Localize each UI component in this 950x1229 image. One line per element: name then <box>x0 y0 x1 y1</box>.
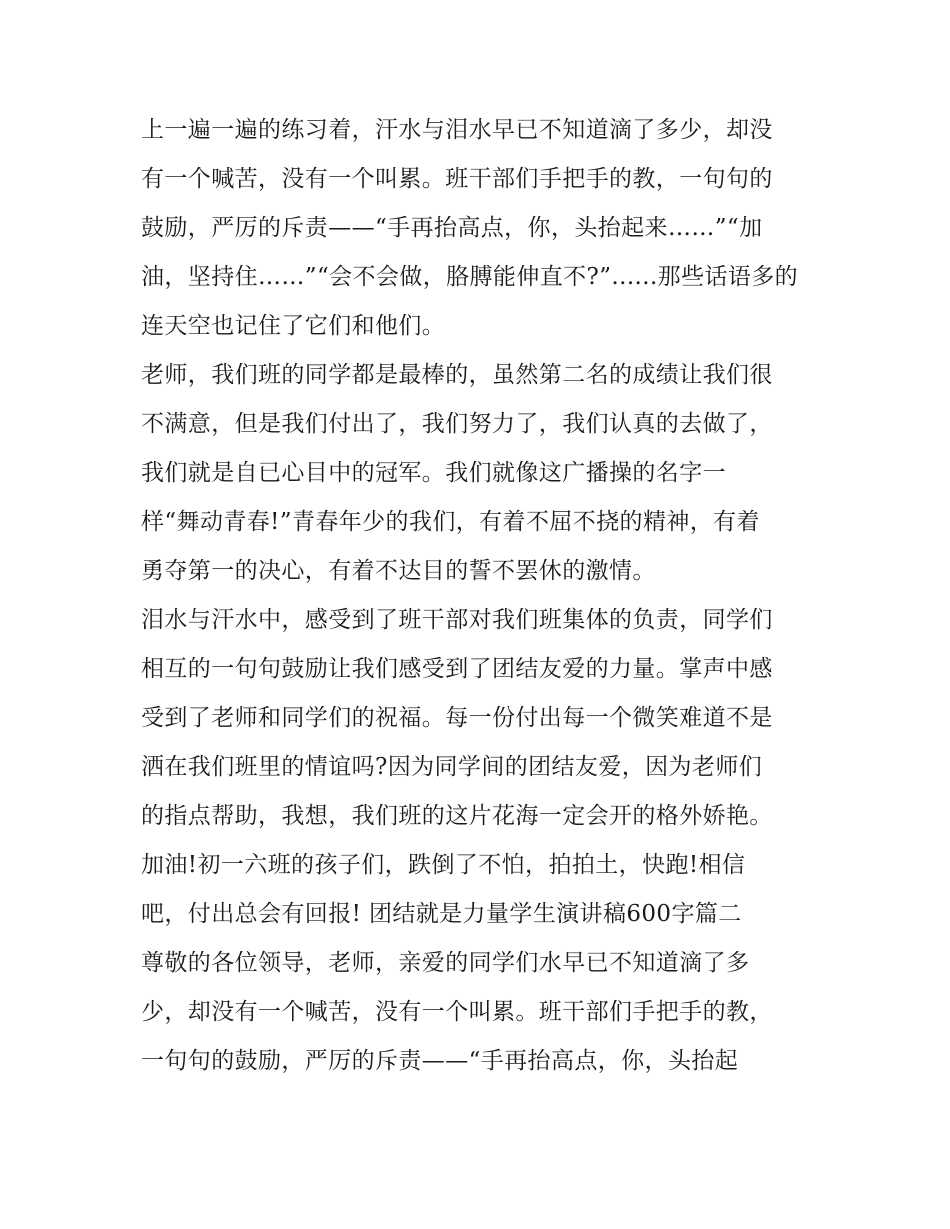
text-line: 少，却没有一个喊苦，没有一个叫累。班干部们手把手的教， <box>141 999 773 1025</box>
text-line: 油，坚持住……”“会不会做，胳膊能伸直不?”......那些话语多的 <box>141 264 799 290</box>
text-line: 勇夺第一的决心，有着不达目的誓不罢休的激情。 <box>141 558 656 584</box>
text-line: 有一个喊苦，没有一个叫累。班干部们手把手的教，一句句的 <box>141 166 773 192</box>
text-line: 洒在我们班里的情谊吗?因为同学间的团结友爱，因为老师们 <box>141 754 763 780</box>
text-line: 的指点帮助，我想，我们班的这片花海一定会开的格外娇艳。 <box>141 803 773 829</box>
body-text <box>141 106 821 1086</box>
text-line: 一句句的鼓励，严厉的斥责——“手再抬高点，你，头抬起 <box>141 1048 739 1074</box>
text-line: 加油!初一六班的孩子们，跌倒了不怕，拍拍土，快跑!相信 <box>141 852 746 878</box>
text-line: 上一遍一遍的练习着，汗水与泪水早已不知道滴了多少，却没 <box>141 117 773 143</box>
text-line: 不满意，但是我们付出了，我们努力了，我们认真的去做了， <box>141 411 773 437</box>
text-line: 泪水与汗水中，感受到了班干部对我们班集体的负责，同学们 <box>141 607 773 633</box>
text-line: 我们就是自已心目中的冠军。我们就像这广播操的名字一 <box>141 460 726 486</box>
text-line: 老师，我们班的同学都是最棒的，虽然第二名的成绩让我们很 <box>141 362 773 388</box>
text-line: 尊敬的各位领导，老师，亲爱的同学们水早已不知道滴了多 <box>141 950 750 976</box>
text-line: 样“舞动青春!”青春年少的我们，有着不屈不挠的精神，有着 <box>141 509 760 535</box>
text-line: 鼓励，严厉的斥责——“手再抬高点，你，头抬起来……”“加 <box>141 215 763 241</box>
text-line: 吧，付出总会有回报! 团结就是力量学生演讲稿600字篇二 <box>141 901 742 927</box>
text-line: 相互的一句句鼓励让我们感受到了团结友爱的力量。掌声中感 <box>141 656 773 682</box>
text-line: 连天空也记住了它们和他们。 <box>141 313 446 339</box>
text-line: 受到了老师和同学们的祝福。每一份付出每一个微笑难道不是 <box>141 705 773 731</box>
